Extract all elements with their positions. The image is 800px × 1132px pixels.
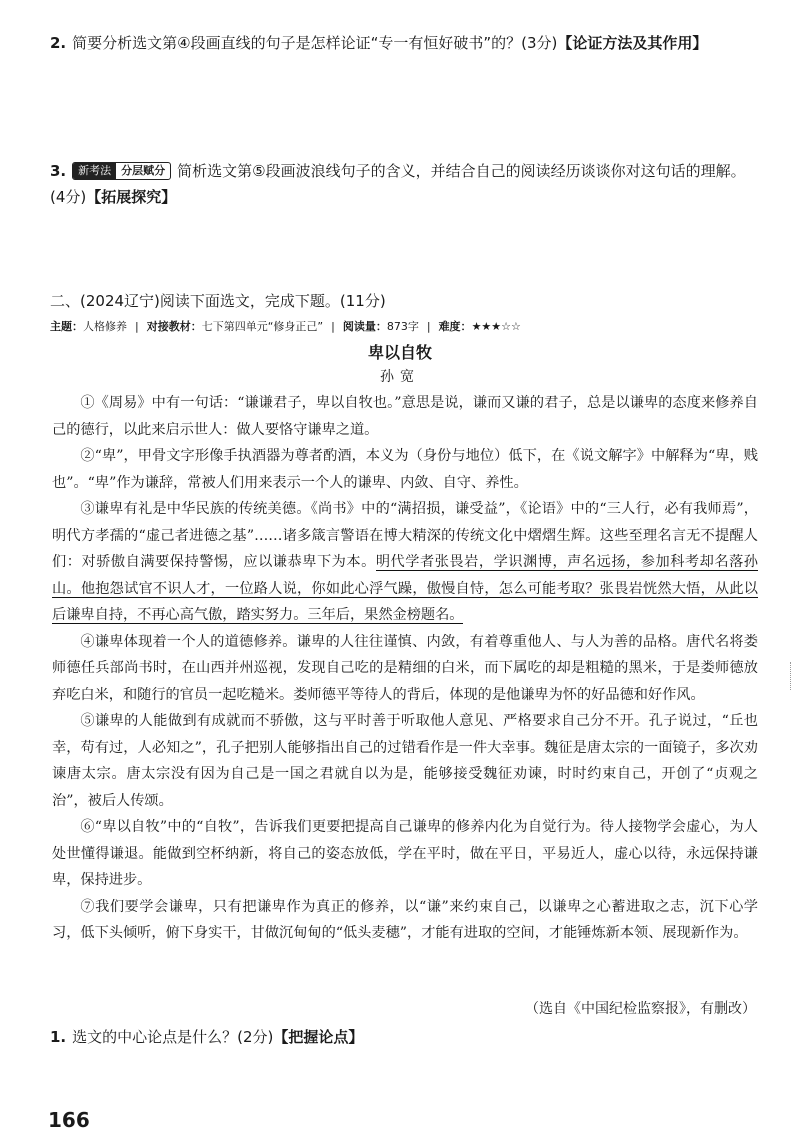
paragraph-6: ⑥“卑以自牧”中的“自牧”，告诉我们更要把提高自己谦卑的修养内化为自觉行为。待人接物学会虚心，为人处世懂得谦退。能做到空杯纳新，将自己的姿态放低，学在平时，做在平日，平易近人，虚心以待，永远保持谦卑，保持进步。	[52, 819, 758, 888]
page-edge-mark	[790, 662, 792, 690]
badge-label-scoring: 分层赋分	[121, 164, 166, 177]
question-2	[50, 30, 707, 56]
textbook-label: 对接教材：	[146, 320, 202, 333]
article-meta: 主题：人格修养 | 对接教材：七下第四单元“修身正己” | 阅读量：873字 | 难度：★★★☆☆	[50, 320, 521, 333]
paragraph-5: ⑤谦卑的人能做到有成就而不骄傲，这与平时善于听取他人意见、严格要求自己分不开。孔子说过，“丘也幸，苟有过，人必知之”，孔子把别人能够指出自己的过错看作是一件大幸事。魏征是唐太宗的一面镜子，多次劝谏唐太宗。唐太宗没有因为自己是一国之君就自以为是，能够接受魏征劝谏，时时约束自己，开创了“贞观之治”，被后人传颂。	[52, 713, 758, 809]
badge-label-new: 新考法	[73, 163, 116, 179]
difficulty-stars: ★★★☆☆	[471, 320, 521, 333]
new-method-badge	[72, 162, 171, 180]
question-3-number: 3.	[50, 162, 67, 180]
paragraph-4: ④谦卑体现着一个人的道德修养。谦卑的人往往谨慎、内敛，有着尊重他人、与人为善的品格。唐代名将娄师德任兵部尚书时，在山西并州巡视，发现自己吃的是精细的白米，而下属吃的却是粗糙的黑米，于是娄师德放弃吃白米，和随行的官员一起吃糙米。娄师德平等待人的背后，体现的是他谦卑为怀的好品德和好作风。	[52, 633, 758, 703]
question-3-tag: 【拓展探究】	[86, 188, 177, 206]
word-count-label: 阅读量：	[342, 320, 387, 333]
question-2-number: 2.	[50, 34, 67, 52]
textbook-value: 七下第四单元“修身正己”	[201, 320, 324, 333]
article-title: 卑以自牧	[367, 343, 432, 362]
theme-label: 主题：	[50, 320, 83, 333]
question-3-text: 简析选文第⑤段画波浪线句子的含义，并结合自己的阅读经历谈谈你对这句话的理解。(4分)	[50, 162, 746, 206]
article-body	[52, 390, 758, 947]
paragraph-3	[52, 496, 758, 629]
paragraph-2: ②“卑”，甲骨文字形像手执酒器为尊者酌酒，本义为（身份与地位）低下，在《说文解字》中解释为“卑，贱也”。“卑”作为谦辞，常被人们用来表示一个人的谦卑、内敛、自守、养性。	[52, 448, 758, 491]
section-title: 二、(2024辽宁)阅读下面选文，完成下题。(11分)	[50, 292, 386, 310]
theme-value: 人格修养	[83, 320, 127, 333]
paragraph-1: ①《周易》中有一句话：“谦谦君子，卑以自牧也。”意思是说，谦而又谦的君子，总是以谦卑的态度来修养自己的德行，以此来启示世人：做人要恪守谦卑之道。	[52, 395, 758, 438]
word-count-value: 873字	[386, 320, 419, 333]
difficulty-label: 难度：	[438, 320, 472, 333]
paragraph-3-text: ③谦卑有礼是中华民族的传统美德。《尚书》中的“满招损，谦受益”，《论语》中的“三人行，必有我师焉”，明代方孝孺的“虚己者进德之基”……诸多箴言警语在博大精深的传统文化中熠熠生辉。这些至理名言无不提醒人们：对骄傲自满要保持警惕，应以谦恭卑下为本。	[52, 501, 758, 570]
question-1-text: 选文的中心论点是什么？(2分)	[72, 1028, 274, 1046]
paragraph-7: ⑦我们要学会谦卑，只有把谦卑作为真正的修养，以“谦”来约束自己，以谦卑之心蓄进取之志，沉下心学习，低下头倾听，俯下身实干，甘做沉甸甸的“低头麦穗”，才能有进取的空间，才能锤炼新本领、展现新作为。	[52, 898, 758, 941]
article-author: 孙宽	[380, 369, 420, 385]
question-2-text: 简要分析选文第④段画直线的句子是怎样论证“专一有恒好破书”的？(3分)	[72, 34, 558, 52]
question-3	[50, 158, 760, 210]
underlined-sentence: 明代学者张畏岩，学识渊博，声名远扬，参加科考却名落孙山。他抱怨试官不识人才，一位路人说，你如此心浮气躁，傲慢自恃，怎么可能考取？张畏岩恍然大悟，从此以后谦卑自持，不再心高气傲，踏实努力。三年后，果然金榜题名。	[52, 554, 758, 623]
question-1-number: 1.	[50, 1028, 67, 1046]
article-source: （选自《中国纪检监察报》，有删改）	[525, 1001, 756, 1017]
question-1	[50, 1024, 363, 1050]
page-number: 166	[48, 1108, 90, 1132]
question-1-tag: 【把握论点】	[273, 1028, 364, 1046]
question-2-tag: 【论证方法及其作用】	[557, 34, 708, 52]
